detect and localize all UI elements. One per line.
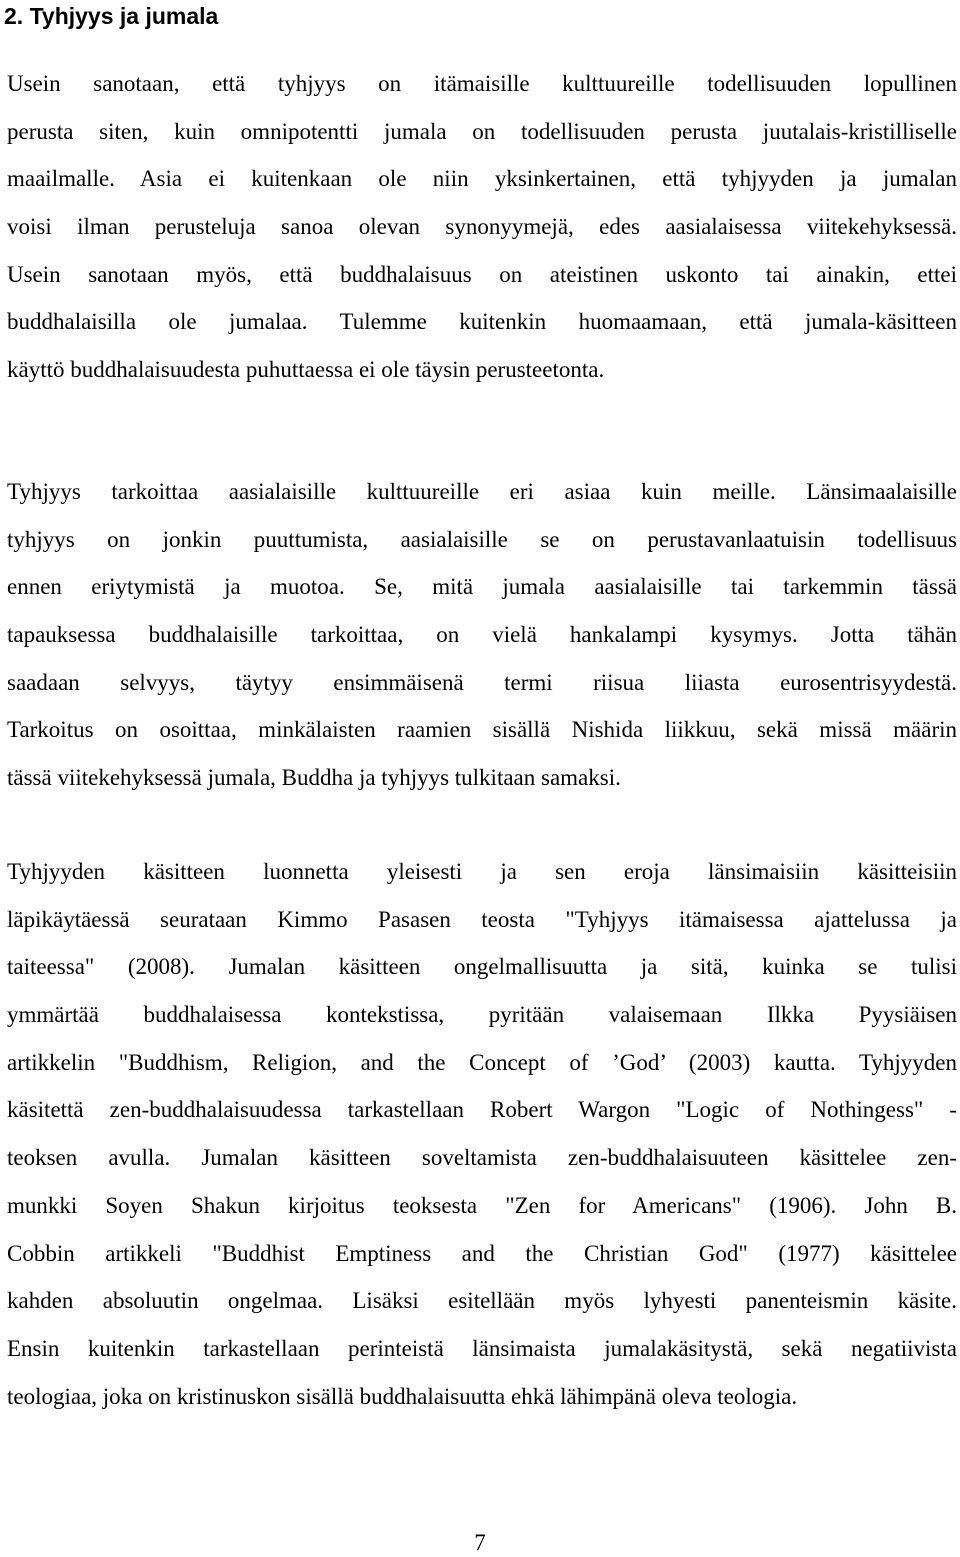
paragraph-line: artikkelin "Buddhism, Religion, and the Concept of ’God’ (2003) kautta. Tyhjyyden — [7, 1049, 957, 1075]
paragraph-line: Tyhjyys tarkoittaa aasialaisille kulttuureille eri asiaa kuin meille. Länsimaalaisille — [7, 479, 957, 504]
paragraph-line: taiteessa" (2008). Jumalan käsitteen ongelmallisuutta ja sitä, kuinka se tulisi — [7, 954, 957, 980]
paragraph-line: teoksen avulla. Jumalan käsitteen soveltamista zen-buddhalaisuuteen käsittelee zen- — [7, 1145, 957, 1171]
section-heading: 2. Tyhjyys ja jumala — [4, 3, 219, 29]
paragraph-2 — [7, 468, 957, 802]
paragraph-line: Tyhjyyden käsitteen luonnetta yleisesti ja sen eroja länsimaisiin käsitteisiin — [7, 859, 957, 884]
paragraph-line: saadaan selvyys, täytyy ensimmäisenä termi riisua liiasta eurosentrisyydestä. — [7, 669, 957, 695]
paragraph-line: tyhjyys on jonkin puuttumista, aasialaisille se on perustavanlaatuisin todellisuus — [7, 526, 957, 552]
paragraph-line: Cobbin artikkeli "Buddhist Emptiness and the Christian God" (1977) käsittelee — [7, 1240, 957, 1266]
paragraph-line: Tarkoitus on osoittaa, minkälaisten raamien sisällä Nishida liikkuu, sekä missä määrin — [7, 717, 957, 743]
paragraph-line: maailmalle. Asia ei kuitenkaan ole niin yksinkertainen, että tyhjyyden ja jumalan — [7, 166, 957, 192]
paragraph-3 — [7, 848, 957, 1420]
paragraph-line: Ensin kuitenkin tarkastellaan perinteistä länsimaista jumalakäsitystä, sekä negatiivista — [7, 1335, 957, 1361]
paragraph-line: Usein sanotaan, että tyhjyys on itämaisille kulttuureille todellisuuden lopullinen — [7, 71, 957, 96]
paragraph-line: tässä viitekehyksessä jumala, Buddha ja tyhjyys tulkitaan samaksi. — [7, 765, 621, 791]
paragraph-1 — [7, 60, 957, 394]
paragraph-line: läpikäytäessä seurataan Kimmo Pasasen teosta "Tyhjyys itämaisessa ajattelussa ja — [7, 906, 957, 932]
paragraph-line: Usein sanotaan myös, että buddhalaisuus on ateistinen uskonto tai ainakin, ettei — [7, 261, 957, 287]
paragraph-line: ymmärtää buddhalaisessa kontekstissa, pyritään valaisemaan Ilkka Pyysiäisen — [7, 1002, 957, 1028]
paragraph-line: tapauksessa buddhalaisille tarkoittaa, on vielä hankalampi kysymys. Jotta tähän — [7, 622, 957, 648]
paragraph-line: kahden absoluutin ongelmaa. Lisäksi esitellään myös lyhyesti panenteismin käsite. — [7, 1288, 957, 1314]
paragraph-line: käyttö buddhalaisuudesta puhuttaessa ei ole täysin perusteetonta. — [7, 357, 605, 383]
paragraph-line: ennen eriytymistä ja muotoa. Se, mitä jumala aasialaisille tai tarkemmin tässä — [7, 574, 957, 600]
paragraph-line: käsitettä zen-buddhalaisuudessa tarkastellaan Robert Wargon "Logic of Nothingess" - — [7, 1097, 957, 1123]
paragraph-line: munkki Soyen Shakun kirjoitus teoksesta "Zen for Americans" (1906). John B. — [7, 1192, 957, 1218]
paragraph-line: voisi ilman perusteluja sanoa olevan synonyymejä, edes aasialaisessa viitekehyksessä. — [7, 214, 957, 240]
page-number: 7 — [474, 1530, 486, 1555]
paragraph-line: perusta siten, kuin omnipotentti jumala on todellisuuden perusta juutalais-kristilliselle — [7, 118, 957, 144]
paragraph-line: teologiaa, joka on kristinuskon sisällä buddhalaisuutta ehkä lähimpänä oleva teologia. — [7, 1383, 798, 1409]
paragraph-line: buddhalaisilla ole jumalaa. Tulemme kuitenkin huomaamaan, että jumala-käsitteen — [7, 309, 957, 335]
